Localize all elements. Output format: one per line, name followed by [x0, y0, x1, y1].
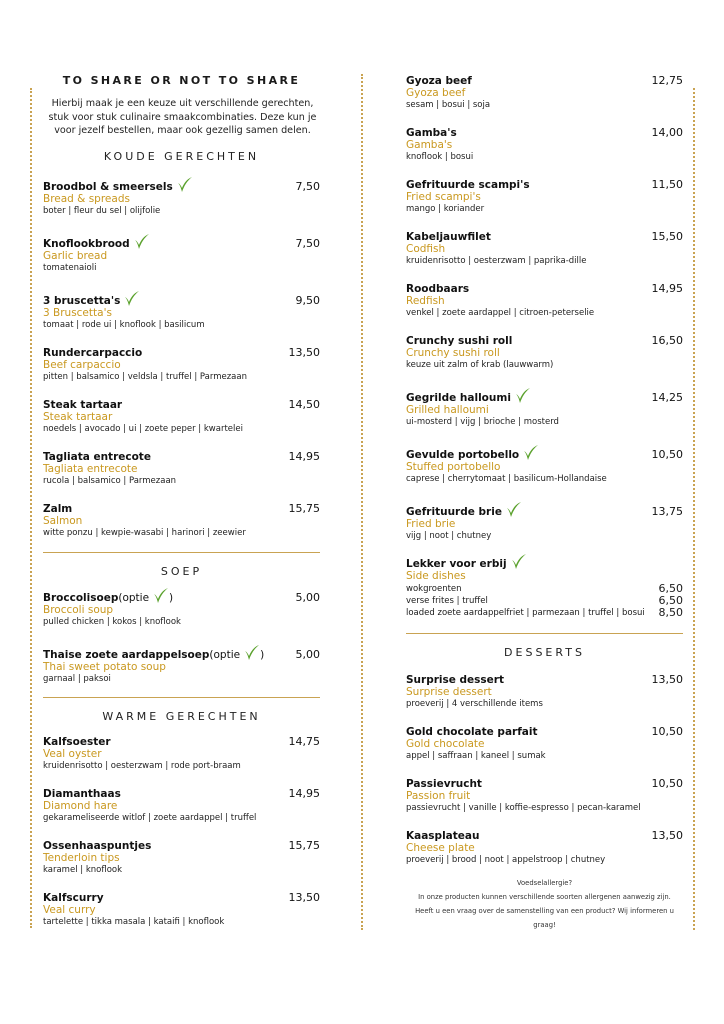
menu-item: [43, 232, 320, 274]
right-list: [406, 74, 683, 542]
dish-option-open: (optie: [209, 648, 241, 661]
side-dish-label: verse frites | truffel: [406, 596, 488, 606]
dish-name: Gyoza beef: [406, 75, 472, 87]
dish-price: 10,50: [651, 448, 683, 461]
dish-description: kruidenrisotto | oesterzwam | paprika-dille: [406, 256, 587, 266]
menu-item: [406, 673, 683, 710]
dish-english-name: Steak tartaar: [43, 410, 113, 423]
vegetarian-leaf-icon: [176, 176, 193, 194]
koude-list: [43, 175, 320, 539]
dish-price: 7,50: [295, 179, 320, 193]
menu-item: [43, 450, 320, 487]
dish-description: garnaal | paksoi: [43, 673, 111, 684]
dish-english-name: 3 Bruscetta's: [43, 306, 112, 319]
menu-item: [406, 386, 683, 428]
dish-price: 13,50: [288, 890, 320, 904]
dish-name: Surprise dessert: [406, 674, 504, 686]
menu-item: [406, 500, 683, 542]
dish-description: boter | fleur du sel | olijfolie: [43, 205, 161, 216]
dish-description: pulled chicken | kokos | knoflook: [43, 616, 181, 627]
side-dish-label: wokgroenten: [406, 584, 462, 594]
side-dish-line: [406, 583, 683, 595]
dish-price: 10,50: [651, 725, 683, 738]
dish-english-name: Passion fruit: [406, 790, 471, 802]
dish-description: venkel | zoete aardappel | citroen-peterselie: [406, 308, 595, 318]
dish-english-name: Stuffed portobello: [406, 461, 501, 473]
dish-description: sesam | bosui | soja: [406, 100, 491, 110]
dish-english-name: Gyoza beef: [406, 87, 466, 99]
sides-english: Side dishes: [406, 570, 466, 582]
dish-english-name: Diamond hare: [43, 799, 118, 812]
footnote-line: Voedselallergie?: [516, 879, 573, 887]
dish-option-close: ): [169, 591, 174, 604]
dish-english-name: Fried scampi's: [406, 191, 481, 203]
dish-price: 15,75: [288, 838, 320, 852]
dish-english-name: Thai sweet potato soup: [43, 660, 166, 673]
side-dish-line: [406, 595, 683, 607]
dish-name: Kabeljauwfilet: [406, 231, 491, 243]
vegetarian-leaf-icon: [243, 644, 260, 662]
dish-price: 13,75: [651, 505, 683, 518]
dish-price: 13,50: [288, 345, 320, 359]
dish-name: Passievrucht: [406, 778, 482, 790]
dotted-rule-right: [693, 88, 695, 930]
sides-lines: [406, 583, 683, 619]
menu-item: [43, 735, 320, 772]
dish-name: 3 bruscetta's: [43, 294, 121, 307]
menu-item: [43, 586, 320, 628]
dish-name: Knoflookbrood: [43, 237, 130, 250]
dish-description: caprese | cherrytomaat | basilicum-Hollandaise: [406, 474, 607, 484]
dish-name: Zalm: [43, 502, 73, 515]
dish-price: 14,50: [288, 397, 320, 411]
dish-name: Broodbol & smeersels: [43, 180, 173, 193]
dish-price: 10,50: [651, 777, 683, 790]
section-title-desserts: DESSERTS: [504, 646, 585, 659]
dish-price: 14,95: [651, 282, 683, 295]
intro-title: TO SHARE OR NOT TO SHARE: [62, 74, 301, 87]
menu-item: [43, 398, 320, 435]
side-dish-label: loaded zoete aardappelfriet | parmezaan | truffel | bosui: [406, 608, 645, 618]
dish-english-name: Salmon: [43, 514, 83, 527]
side-dish-price: 6,50: [658, 582, 683, 595]
left-column: [43, 74, 320, 928]
dish-description: keuze uit zalm of krab (lauwwarm): [406, 360, 554, 370]
dish-description: kruidenrisotto | oesterzwam | rode port-braam: [43, 760, 241, 771]
dish-description: noedels | avocado | ui | zoete peper | kwartelei: [43, 423, 243, 434]
dish-price: 15,75: [288, 501, 320, 515]
dish-name: Broccolisoep: [43, 591, 119, 604]
footnote-line: Heeft u een vraag over de samenstelling van een product? Wij informeren u graag!: [415, 907, 674, 929]
dish-description: witte ponzu | kewpie-wasabi | harinori | zeewier: [43, 527, 246, 538]
dish-english-name: Codfish: [406, 243, 446, 255]
section-title-soep: SOEP: [160, 564, 203, 578]
dish-name: Gold chocolate parfait: [406, 726, 538, 738]
dish-price: 11,50: [651, 178, 683, 191]
menu-item: [406, 178, 683, 215]
menu-item: [406, 74, 683, 111]
dotted-rule-left: [30, 88, 32, 928]
divider: [43, 697, 320, 698]
dish-price: 13,50: [651, 829, 683, 842]
dish-price: 14,95: [288, 449, 320, 463]
divider: [43, 552, 320, 553]
menu-item: [406, 443, 683, 485]
vegetarian-leaf-icon: [505, 501, 522, 519]
sides-dish: [406, 552, 683, 619]
dish-description: mango | koriander: [406, 204, 485, 214]
soep-list: [43, 586, 320, 685]
section-title-koude: KOUDE GERECHTEN: [103, 149, 260, 163]
dish-name: Ossenhaaspuntjes: [43, 839, 152, 852]
dish-english-name: Tagliata entrecote: [43, 462, 138, 475]
menu-item: [406, 777, 683, 814]
footnote-line: In onze producten kunnen verschillende soorten allergenen aanwezig zijn.: [418, 893, 671, 901]
menu-item: [43, 787, 320, 824]
allergy-footnote: [406, 876, 683, 932]
dish-price: 12,75: [651, 74, 683, 87]
dish-price: 14,95: [288, 786, 320, 800]
dish-description: gekarameliseerde witlof | zoete aardappel | truffel: [43, 812, 257, 823]
dish-description: pitten | balsamico | veldsla | truffel | Parmezaan: [43, 371, 247, 382]
vegetarian-leaf-icon: [514, 387, 531, 405]
side-dish-price: 8,50: [658, 606, 683, 619]
dish-price: 14,75: [288, 734, 320, 748]
dish-option-close: ): [260, 648, 265, 661]
sides-name: Lekker voor erbij: [406, 558, 507, 570]
dish-name: Gevulde portobello: [406, 449, 520, 461]
vegetarian-leaf-icon: [522, 444, 539, 462]
dotted-rule-center: [361, 74, 363, 930]
dish-name: Diamanthaas: [43, 787, 121, 800]
dish-description: appel | saffraan | kaneel | sumak: [406, 751, 546, 761]
dish-description: passievrucht | vanille | koffie-espresso | pecan-karamel: [406, 803, 641, 813]
intro-text: Hierbij maak je een keuze uit verschillende gerechten, stuk voor stuk culinaire smaakcombinaties. Deze kun je voor jezelf bestellen, maar ook gezellig samen delen.: [48, 98, 317, 136]
dish-name: Roodbaars: [406, 283, 470, 295]
dish-english-name: Grilled halloumi: [406, 404, 489, 416]
menu-item: [406, 282, 683, 319]
dish-description: tartelette | tikka masala | kataifi | knoflook: [43, 916, 225, 927]
dish-english-name: Bread & spreads: [43, 192, 130, 205]
dish-description: tomatenaioli: [43, 262, 97, 273]
dish-name: Tagliata entrecote: [43, 450, 151, 463]
dish-price: 9,50: [295, 293, 320, 307]
dish-price: 14,00: [651, 126, 683, 139]
dish-price: 13,50: [651, 673, 683, 686]
menu-item: [406, 725, 683, 762]
dish-description: tomaat | rode ui | knoflook | basilicum: [43, 319, 205, 330]
vegetarian-leaf-icon: [510, 553, 527, 571]
vegetarian-leaf-icon: [133, 233, 150, 251]
menu-item: [43, 346, 320, 383]
menu-item: [406, 334, 683, 371]
side-dish-line: [406, 607, 683, 619]
dish-option-open: (optie: [118, 591, 150, 604]
dish-price: 16,50: [651, 334, 683, 347]
menu-item: [43, 175, 320, 217]
dish-name: Crunchy sushi roll: [406, 335, 513, 347]
warme-list: [43, 735, 320, 928]
dish-description: rucola | balsamico | Parmezaan: [43, 475, 177, 486]
dish-english-name: Redfish: [406, 295, 445, 307]
dish-price: 14,25: [651, 391, 683, 404]
dish-name: Gegrilde halloumi: [406, 392, 511, 404]
menu-item: [406, 230, 683, 267]
dish-english-name: Veal oyster: [43, 747, 102, 760]
dish-description: vijg | noot | chutney: [406, 531, 492, 541]
dish-english-name: Garlic bread: [43, 249, 108, 262]
dish-name: Gefrituurde scampi's: [406, 179, 530, 191]
dish-price: 5,00: [295, 647, 320, 661]
dish-name: Kalfsoester: [43, 735, 111, 748]
dish-name: Rundercarpaccio: [43, 346, 143, 359]
dish-description: karamel | knoflook: [43, 864, 123, 875]
dish-name: Kalfscurry: [43, 891, 104, 904]
dish-description: proeverij | 4 verschillende items: [406, 699, 543, 709]
dish-english-name: Surprise dessert: [406, 686, 492, 698]
menu-item: [43, 502, 320, 539]
dish-name: Kaasplateau: [406, 830, 480, 842]
right-column: [406, 74, 683, 932]
dish-english-name: Gold chocolate: [406, 738, 485, 750]
vegetarian-leaf-icon: [152, 587, 169, 605]
dish-name: Thaise zoete aardappelsoep: [43, 648, 210, 661]
dish-english-name: Veal curry: [43, 903, 96, 916]
dish-name: Gamba's: [406, 127, 457, 139]
dish-english-name: Broccoli soup: [43, 603, 114, 616]
menu-item: [406, 126, 683, 163]
dish-description: proeverij | brood | noot | appelstroop | chutney: [406, 855, 606, 865]
dish-name: Steak tartaar: [43, 398, 123, 411]
dish-name: Gefrituurde brie: [406, 506, 502, 518]
dish-english-name: Crunchy sushi roll: [406, 347, 500, 359]
section-title-warme: WARME GERECHTEN: [102, 709, 261, 723]
vegetarian-leaf-icon: [123, 290, 140, 308]
dish-english-name: Cheese plate: [406, 842, 475, 854]
menu-item: [43, 289, 320, 331]
dish-english-name: Gamba's: [406, 139, 453, 151]
dish-description: knoflook | bosui: [406, 152, 474, 162]
dish-english-name: Beef carpaccio: [43, 358, 121, 371]
dessert-list: [406, 673, 683, 866]
side-dish-price: 6,50: [658, 594, 683, 607]
dish-english-name: Tenderloin tips: [43, 851, 120, 864]
dish-price: 15,50: [651, 230, 683, 243]
menu-item: [43, 643, 320, 685]
dish-price: 7,50: [295, 236, 320, 250]
dish-english-name: Fried brie: [406, 518, 456, 530]
divider: [406, 633, 683, 634]
menu-item: [43, 891, 320, 928]
dish-price: 5,00: [295, 590, 320, 604]
menu-item: [43, 839, 320, 876]
menu-item: [406, 829, 683, 866]
dish-description: ui-mosterd | vijg | brioche | mosterd: [406, 417, 559, 427]
